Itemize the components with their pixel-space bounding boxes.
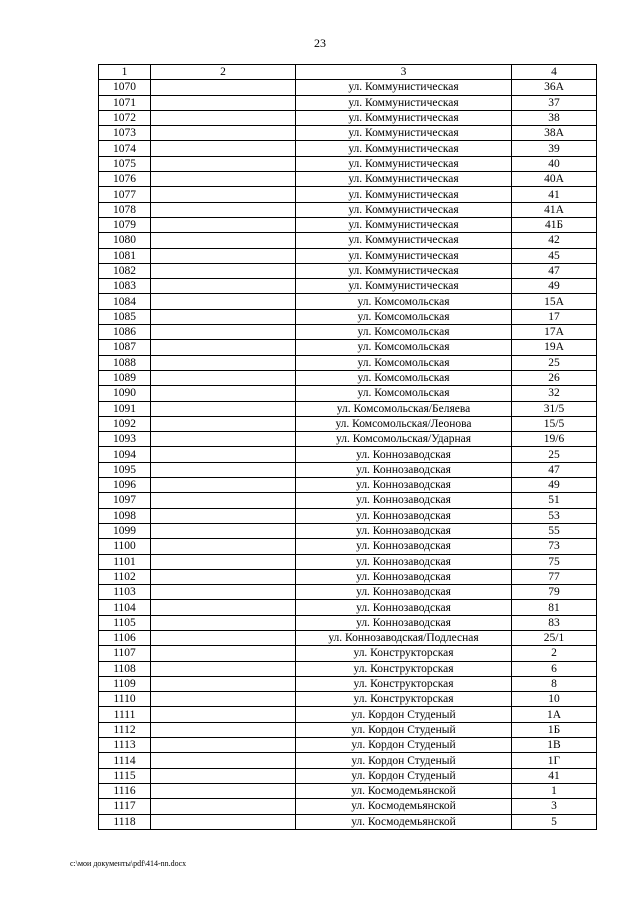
street-cell: ул. Кордон Студеный: [296, 738, 512, 753]
street-cell: ул. Коммунистическая: [296, 80, 512, 95]
empty-cell: [151, 768, 296, 783]
empty-cell: [151, 156, 296, 171]
row-number-cell: 1115: [99, 768, 151, 783]
house-number-cell: 55: [512, 523, 597, 538]
empty-cell: [151, 309, 296, 324]
empty-cell: [151, 294, 296, 309]
empty-cell: [151, 401, 296, 416]
house-number-cell: 36А: [512, 80, 597, 95]
empty-cell: [151, 738, 296, 753]
footer-file-path: c:\мои документы\pdf\414-nn.docx: [70, 859, 187, 868]
table-row: [99, 340, 597, 355]
house-number-cell: 47: [512, 263, 597, 278]
empty-cell: [151, 753, 296, 768]
house-number-cell: 83: [512, 615, 597, 630]
row-number-cell: 1098: [99, 508, 151, 523]
street-cell: ул. Коммунистическая: [296, 126, 512, 141]
empty-cell: [151, 325, 296, 340]
street-cell: ул. Коммунистическая: [296, 95, 512, 110]
house-number-cell: 15А: [512, 294, 597, 309]
house-number-cell: 2: [512, 646, 597, 661]
table-row: [99, 783, 597, 798]
column-header-3: 3: [296, 65, 512, 80]
row-number-cell: 1072: [99, 110, 151, 125]
street-cell: ул. Коннозаводская: [296, 554, 512, 569]
table-row: [99, 141, 597, 156]
row-number-cell: 1104: [99, 600, 151, 615]
table-row: [99, 554, 597, 569]
street-cell: ул. Конструкторская: [296, 661, 512, 676]
table-row: [99, 738, 597, 753]
table-row: [99, 615, 597, 630]
empty-cell: [151, 340, 296, 355]
table-row: [99, 233, 597, 248]
row-number-cell: 1108: [99, 661, 151, 676]
empty-cell: [151, 355, 296, 370]
empty-cell: [151, 508, 296, 523]
row-number-cell: 1094: [99, 447, 151, 462]
table-row: [99, 493, 597, 508]
row-number-cell: 1111: [99, 707, 151, 722]
row-number-cell: 1079: [99, 217, 151, 232]
row-number-cell: 1110: [99, 692, 151, 707]
empty-cell: [151, 569, 296, 584]
table-row: [99, 676, 597, 691]
house-number-cell: 19/6: [512, 432, 597, 447]
table-row: [99, 447, 597, 462]
row-number-cell: 1096: [99, 478, 151, 493]
street-cell: ул. Коннозаводская: [296, 523, 512, 538]
house-number-cell: 77: [512, 569, 597, 584]
empty-cell: [151, 799, 296, 814]
street-cell: ул. Коммунистическая: [296, 172, 512, 187]
house-number-cell: 38А: [512, 126, 597, 141]
empty-cell: [151, 432, 296, 447]
street-cell: ул. Коннозаводская: [296, 493, 512, 508]
empty-cell: [151, 95, 296, 110]
house-number-cell: 75: [512, 554, 597, 569]
empty-cell: [151, 462, 296, 477]
street-cell: ул. Комсомольская: [296, 386, 512, 401]
table-row: [99, 478, 597, 493]
table-row: [99, 416, 597, 431]
row-number-cell: 1086: [99, 325, 151, 340]
house-number-cell: 37: [512, 95, 597, 110]
row-number-cell: 1093: [99, 432, 151, 447]
street-cell: ул. Коннозаводская: [296, 462, 512, 477]
table-row: [99, 279, 597, 294]
empty-cell: [151, 386, 296, 401]
table-row: [99, 523, 597, 538]
table-row: [99, 585, 597, 600]
street-cell: ул. Коммунистическая: [296, 156, 512, 171]
street-cell: ул. Комсомольская/Беляева: [296, 401, 512, 416]
street-cell: ул. Коннозаводская: [296, 539, 512, 554]
house-number-cell: 79: [512, 585, 597, 600]
table-row: [99, 569, 597, 584]
house-number-cell: 49: [512, 478, 597, 493]
street-cell: ул. Конструкторская: [296, 676, 512, 691]
street-cell: ул. Коннозаводская: [296, 569, 512, 584]
street-cell: ул. Комсомольская/Леонова: [296, 416, 512, 431]
street-cell: ул. Кордон Студеный: [296, 707, 512, 722]
empty-cell: [151, 707, 296, 722]
row-number-cell: 1105: [99, 615, 151, 630]
empty-cell: [151, 783, 296, 798]
row-number-cell: 1107: [99, 646, 151, 661]
house-number-cell: 1А: [512, 707, 597, 722]
street-cell: ул. Комсомольская/Ударная: [296, 432, 512, 447]
column-header-1: 1: [99, 65, 151, 80]
street-cell: ул. Конструкторская: [296, 692, 512, 707]
table-row: [99, 753, 597, 768]
street-cell: ул. Кордон Студеный: [296, 768, 512, 783]
table-row: [99, 309, 597, 324]
row-number-cell: 1092: [99, 416, 151, 431]
table-row: [99, 370, 597, 385]
row-number-cell: 1095: [99, 462, 151, 477]
row-number-cell: 1081: [99, 248, 151, 263]
table-row: [99, 355, 597, 370]
empty-cell: [151, 554, 296, 569]
table-row: [99, 539, 597, 554]
table-row: [99, 95, 597, 110]
row-number-cell: 1071: [99, 95, 151, 110]
house-number-cell: 47: [512, 462, 597, 477]
street-cell: ул. Космодемьянской: [296, 814, 512, 829]
house-number-cell: 6: [512, 661, 597, 676]
house-number-cell: 81: [512, 600, 597, 615]
empty-cell: [151, 478, 296, 493]
street-cell: ул. Коннозаводская/Подлесная: [296, 630, 512, 645]
table-row: [99, 248, 597, 263]
house-number-cell: 1В: [512, 738, 597, 753]
row-number-cell: 1101: [99, 554, 151, 569]
row-number-cell: 1087: [99, 340, 151, 355]
street-cell: ул. Коммунистическая: [296, 217, 512, 232]
table-row: [99, 401, 597, 416]
house-number-cell: 25/1: [512, 630, 597, 645]
row-number-cell: 1097: [99, 493, 151, 508]
page-number: 23: [314, 36, 326, 50]
empty-cell: [151, 447, 296, 462]
empty-cell: [151, 539, 296, 554]
house-number-cell: 73: [512, 539, 597, 554]
row-number-cell: 1080: [99, 233, 151, 248]
table-row: [99, 814, 597, 829]
empty-cell: [151, 814, 296, 829]
table-row: [99, 172, 597, 187]
row-number-cell: 1117: [99, 799, 151, 814]
row-number-cell: 1118: [99, 814, 151, 829]
empty-cell: [151, 523, 296, 538]
street-cell: ул. Коннозаводская: [296, 615, 512, 630]
house-number-cell: 32: [512, 386, 597, 401]
street-cell: ул. Коннозаводская: [296, 600, 512, 615]
street-cell: ул. Кордон Студеный: [296, 722, 512, 737]
table-row: [99, 217, 597, 232]
street-cell: ул. Комсомольская: [296, 370, 512, 385]
house-number-cell: 3: [512, 799, 597, 814]
row-number-cell: 1112: [99, 722, 151, 737]
street-cell: ул. Коммунистическая: [296, 263, 512, 278]
street-cell: ул. Коммунистическая: [296, 233, 512, 248]
house-number-cell: 42: [512, 233, 597, 248]
empty-cell: [151, 493, 296, 508]
column-header-2: 2: [151, 65, 296, 80]
row-number-cell: 1070: [99, 80, 151, 95]
row-number-cell: 1114: [99, 753, 151, 768]
house-number-cell: 1Б: [512, 722, 597, 737]
row-number-cell: 1088: [99, 355, 151, 370]
row-number-cell: 1078: [99, 202, 151, 217]
street-cell: ул. Коммунистическая: [296, 141, 512, 156]
street-cell: ул. Комсомольская: [296, 355, 512, 370]
house-number-cell: 15/5: [512, 416, 597, 431]
row-number-cell: 1074: [99, 141, 151, 156]
row-number-cell: 1106: [99, 630, 151, 645]
row-number-cell: 1082: [99, 263, 151, 278]
street-cell: ул. Коннозаводская: [296, 447, 512, 462]
table-row: [99, 508, 597, 523]
row-number-cell: 1116: [99, 783, 151, 798]
house-number-cell: 41: [512, 768, 597, 783]
empty-cell: [151, 233, 296, 248]
empty-cell: [151, 692, 296, 707]
street-cell: ул. Комсомольская: [296, 294, 512, 309]
street-cell: ул. Коннозаводская: [296, 508, 512, 523]
house-number-cell: 38: [512, 110, 597, 125]
table-row: [99, 110, 597, 125]
table-row: [99, 462, 597, 477]
house-number-cell: 25: [512, 447, 597, 462]
row-number-cell: 1103: [99, 585, 151, 600]
table-row: [99, 294, 597, 309]
table-row: [99, 661, 597, 676]
table-header-row: [99, 65, 597, 80]
empty-cell: [151, 722, 296, 737]
table-row: [99, 80, 597, 95]
empty-cell: [151, 110, 296, 125]
street-cell: ул. Комсомольская: [296, 340, 512, 355]
house-number-cell: 39: [512, 141, 597, 156]
empty-cell: [151, 676, 296, 691]
empty-cell: [151, 279, 296, 294]
empty-cell: [151, 646, 296, 661]
house-number-cell: 8: [512, 676, 597, 691]
street-cell: ул. Космодемьянской: [296, 783, 512, 798]
street-cell: ул. Коммунистическая: [296, 248, 512, 263]
row-number-cell: 1113: [99, 738, 151, 753]
table-row: [99, 432, 597, 447]
row-number-cell: 1085: [99, 309, 151, 324]
table-row: [99, 768, 597, 783]
row-number-cell: 1075: [99, 156, 151, 171]
empty-cell: [151, 630, 296, 645]
street-cell: ул. Коммунистическая: [296, 202, 512, 217]
street-cell: ул. Комсомольская: [296, 325, 512, 340]
table-row: [99, 646, 597, 661]
empty-cell: [151, 141, 296, 156]
empty-cell: [151, 600, 296, 615]
house-number-cell: 25: [512, 355, 597, 370]
empty-cell: [151, 615, 296, 630]
house-number-cell: 40: [512, 156, 597, 171]
house-number-cell: 40А: [512, 172, 597, 187]
house-number-cell: 10: [512, 692, 597, 707]
address-table: [98, 64, 597, 830]
empty-cell: [151, 80, 296, 95]
row-number-cell: 1077: [99, 187, 151, 202]
empty-cell: [151, 172, 296, 187]
table-row: [99, 600, 597, 615]
street-cell: ул. Коммунистическая: [296, 110, 512, 125]
table-row: [99, 799, 597, 814]
house-number-cell: 51: [512, 493, 597, 508]
row-number-cell: 1073: [99, 126, 151, 141]
table-row: [99, 386, 597, 401]
empty-cell: [151, 248, 296, 263]
empty-cell: [151, 370, 296, 385]
column-header-4: 4: [512, 65, 597, 80]
house-number-cell: 1: [512, 783, 597, 798]
table-body: [99, 80, 597, 830]
street-cell: ул. Конструкторская: [296, 646, 512, 661]
row-number-cell: 1083: [99, 279, 151, 294]
empty-cell: [151, 416, 296, 431]
house-number-cell: 17А: [512, 325, 597, 340]
house-number-cell: 41: [512, 187, 597, 202]
empty-cell: [151, 585, 296, 600]
table-row: [99, 202, 597, 217]
table-row: [99, 126, 597, 141]
street-cell: ул. Коннозаводская: [296, 478, 512, 493]
row-number-cell: 1102: [99, 569, 151, 584]
empty-cell: [151, 187, 296, 202]
empty-cell: [151, 263, 296, 278]
house-number-cell: 45: [512, 248, 597, 263]
table-row: [99, 187, 597, 202]
table-row: [99, 707, 597, 722]
empty-cell: [151, 202, 296, 217]
house-number-cell: 49: [512, 279, 597, 294]
empty-cell: [151, 661, 296, 676]
table-row: [99, 156, 597, 171]
street-cell: ул. Космодемьянской: [296, 799, 512, 814]
table-row: [99, 630, 597, 645]
row-number-cell: 1090: [99, 386, 151, 401]
house-number-cell: 41Б: [512, 217, 597, 232]
street-cell: ул. Коннозаводская: [296, 585, 512, 600]
table-row: [99, 325, 597, 340]
row-number-cell: 1076: [99, 172, 151, 187]
street-cell: ул. Комсомольская: [296, 309, 512, 324]
house-number-cell: 26: [512, 370, 597, 385]
row-number-cell: 1084: [99, 294, 151, 309]
house-number-cell: 53: [512, 508, 597, 523]
empty-cell: [151, 126, 296, 141]
empty-cell: [151, 217, 296, 232]
house-number-cell: 31/5: [512, 401, 597, 416]
house-number-cell: 41А: [512, 202, 597, 217]
street-cell: ул. Кордон Студеный: [296, 753, 512, 768]
house-number-cell: 17: [512, 309, 597, 324]
table-row: [99, 722, 597, 737]
table-row: [99, 692, 597, 707]
row-number-cell: 1109: [99, 676, 151, 691]
table-row: [99, 263, 597, 278]
street-cell: ул. Коммунистическая: [296, 279, 512, 294]
row-number-cell: 1089: [99, 370, 151, 385]
house-number-cell: 19А: [512, 340, 597, 355]
house-number-cell: 5: [512, 814, 597, 829]
house-number-cell: 1Г: [512, 753, 597, 768]
row-number-cell: 1100: [99, 539, 151, 554]
row-number-cell: 1099: [99, 523, 151, 538]
row-number-cell: 1091: [99, 401, 151, 416]
street-cell: ул. Коммунистическая: [296, 187, 512, 202]
